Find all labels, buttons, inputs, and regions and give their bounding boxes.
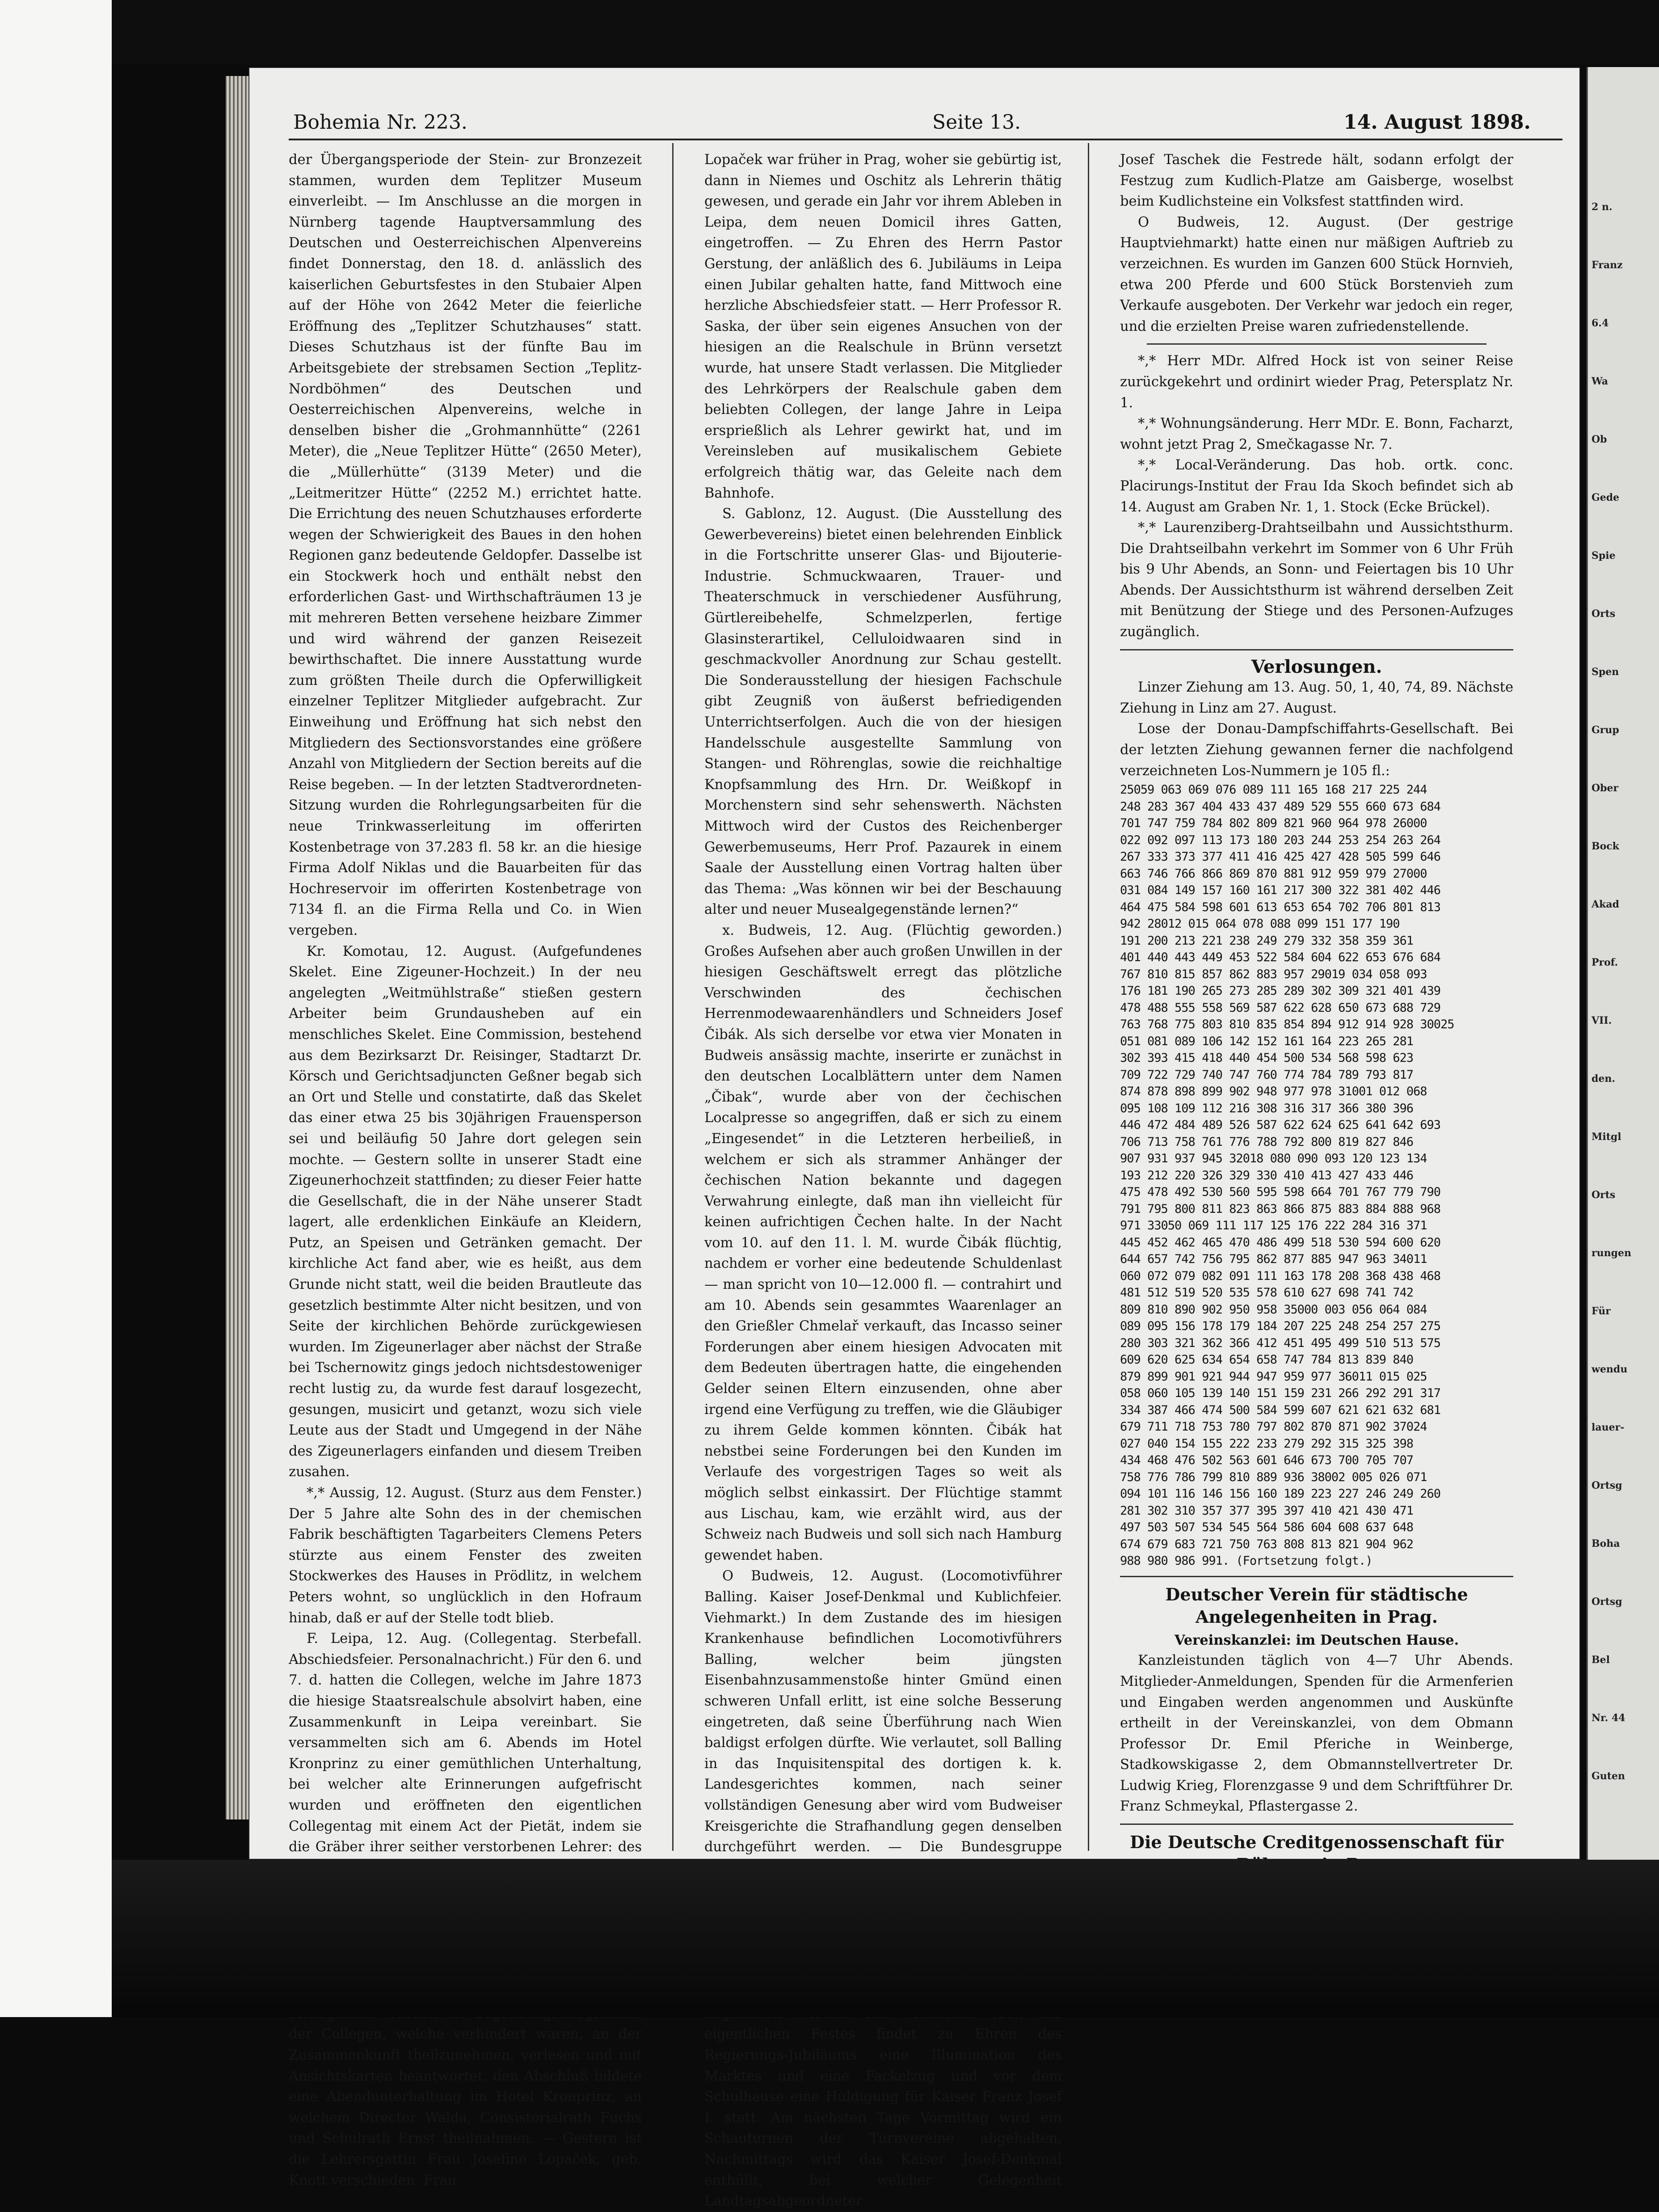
adjacent-page-fragment: Bock — [1592, 840, 1619, 852]
adjacent-page-fragment: Ob — [1592, 434, 1607, 445]
ad-subtitle-verein: Vereinskanzlei: im Deutschen Hause. — [1174, 1632, 1459, 1648]
adjacent-page-fragment: 6.4 — [1592, 317, 1609, 329]
adjacent-page-fragment: den. — [1592, 1073, 1616, 1085]
header-page-number: Seite 13. — [932, 111, 1021, 134]
adjacent-page-fragment: wendu — [1592, 1364, 1628, 1375]
article-komotau: Kr. Komotau, 12. August. (Aufgefundenes Skelet. Eine Zigeuner-Hochzeit.) In der neu angelegten „Weitmühlstraße“ stießen gestern Arbeiter beim Grundausheben auf ein menschliches Skelet. Eine Commission, bestehend aus dem Bezirksarzt Dr. Reisinger, Stadtarzt Dr. Körsch und Gerichtsadjuncten Geßner begab sich an Ort und Stelle und constatirte, daß das Skelet das einer etwa 25 bis 30jährigen Frauensperson sei und beiläufig 50 Jahre dort gelegen sein mochte. — Gestern sollte in unserer Stadt eine Zigeunerhochzeit stattfinden; zu dieser Feier hatte die Gesellschaft, die in der Nähe unserer Stadt lagert, alle erdenklichen Einkäufe an Kleidern, Putz, an Speisen und Getränken gemacht. Der kirchliche Act fand aber, wie es heißt, aus dem Grunde nicht statt, weil die beiden Brautleute das gesetzlich bestimmte Alter nicht besitzen, und von Seite der kirchlichen Behörde zurückgewiesen wurden. Im Zigeunerlager aber nächst der Straße bei Tschernowitz gings jedoch nichtsdestoweniger recht lustig zu, da wurde fest darauf losgezecht, gesungen, musicirt und getanzt, wozu sich viele Leute aus der Stadt und Umgegend in der Nähe des Zigeunerlagers einfanden und diesem Treiben zusahen. — [289, 943, 642, 1480]
adjacent-page-fragment: Bel — [1592, 1654, 1610, 1666]
article-leipa: F. Leipa, 12. Aug. (Collegentag. Sterbefall. Abschiedsfeier. Personalnachricht.) Für den 6. und 7. d. hatten die Collegen, welche im Jahre 1873 die hiesige Staatsrealschule absolvirt haben, eine Zusammenkunft in Leipa vereinbart. Sie versammelten sich am 6. Abends im Hotel Kronprinz zu einer gemüthlichen Unterhaltung, bei welcher alte Erinnerungen aufgefrischt wurden und eröffneten den eigentlichen Collegentag mit einem Act der Pietät, indem sie die Gräber ihrer seither verstorbenen Lehrer: des der Collegen, welche verhindert waren, an der Zusammenkunft theilzunehmen, verlesen und mit Ansichtskarten beantwortet, den Abschluß bildete eine Abendunterhaltung im Hotel Kronprinz, an welchem Director Walda, Consistorialrath Fuchs und Schulrath Ernst theilnahmen. — Gestern ist die Lehrersgattin Frau Josefine Lopaček, geb. Knott verschieden. Frau — [289, 1631, 642, 2188]
adjacent-page-fragment: Gede — [1592, 492, 1620, 503]
adjacent-page-fragment: Grup — [1592, 724, 1619, 736]
adjacent-page-fragment: rungen — [1592, 1247, 1631, 1259]
notice-wohnung: *,* Wohnungsänderung. Herr MDr. E. Bonn, Facharzt, wohnt jetzt Prag 2, Smečkagasse Nr. 7. — [1120, 416, 1513, 452]
section-title-verlosungen: Verlosungen. — [1251, 656, 1382, 677]
separator — [1120, 1576, 1513, 1577]
newspaper-page — [248, 67, 1580, 2209]
article-aussig: *,* Aussig, 12. August. (Sturz aus dem Fenster.) Der 5 Jahre alte Sohn des in der chemischen Fabrik beschäftigten Tagarbeiters Clemens Peters stürzte aus einem Fenster des zweiten Stockwerkes des Hauses in Prödlitz, in welchem Peters wohnt, so unglücklich in den Hofraum hinab, daß er auf der Stelle todt blieb. — [289, 1485, 642, 1626]
adjacent-page-fragment: Wa — [1592, 376, 1608, 387]
ad-title-verein: Deutscher Verein für städtische Angelegenheiten in Prag. — [1165, 1584, 1468, 1627]
adjacent-page-fragment: Guten — [1592, 1770, 1625, 1782]
separator — [1147, 343, 1486, 345]
scanner-margin-left — [0, 0, 112, 2017]
header-publication: Bohemia Nr. 223. — [293, 111, 467, 134]
column-divider-2 — [1088, 143, 1089, 1851]
article-text: Josef Taschek die Festrede hält, sodann erfolgt der Festzug zum Kudlich-Platze am Gaisberge, woselbst beim Kudlichsteine ein Volksfest stattfinden wird. — [1120, 152, 1513, 210]
column-3 — [1120, 150, 1513, 1961]
adjacent-page-fragment: Orts — [1592, 608, 1616, 620]
ad-body-verein: Kanzleistunden täglich von 4—7 Uhr Abends. Mitglieder-Anmeldungen, Spenden für die Armenferien und Eingaben werden angenommen und Auskünfte ertheilt in der Vereinskanzlei, von dem Obmann Professor Dr. Emil Pferiche in Weinberge, Stadkowskigasse 2, dem Obmannstellvertreter Dr. Ludwig Krieg, Florenzgasse 9 und dem Schriftführer Dr. Franz Schmeykal, Pflastergasse 2. — [1120, 1653, 1513, 1815]
adjacent-page-fragment: Ortsg — [1592, 1480, 1622, 1491]
notice-laurenziberg: *,* Laurenziberg-Drahtseilbahn und Aussichtsthurm. Die Drahtseilbahn verkehrt im Sommer von 6 Uhr Früh bis 9 Uhr Abends, an Sonn- und Feiertagen bis 10 Uhr Abends. Der Aussichtsthurm ist während derselben Zeit mit Benützung der Stiege und des Personen-Aufzuges zugänglich. — [1120, 520, 1513, 640]
notice-hock: *,* Herr MDr. Alfred Hock ist von seiner Reise zurückgekehrt und ordinirt wieder Prag, Petersplatz Nr. 1. — [1120, 353, 1513, 411]
adjacent-page-fragment: Akad — [1592, 899, 1619, 910]
article-budweis-balling: O Budweis, 12. August. (Locomotivführer Balling. Kaiser Josef-Denkmal und Kublichfeier. Viehmarkt.) In dem Zustande des im hiesigen Krankenhause befindlichen Locomotivführers Balling, welcher beim jüngsten Eisenbahnzusammenstoße hinter Gmünd einen schweren Unfall erlitt, ist eine solche Besserung eingetreten, daß seine Überführung nach Wien baldigst erfolgen dürfte. Wie verlautet, soll Balling in das Inquisitenspital des dortigen k. k. Landesgerichtes kommen, nach seiner vollständigen Genesung aber wird vom Budweiser Kreisgerichte die Strafhandlung gegen denselben durchgeführt werden. — Die Bundesgruppe eigentlichen Festes findet zu Ehren des Regierungs-Jubiläums eine Illumination des Marktes und eine Fackelzug und vor dem Schulhause eine Huldigung für Kaiser Franz Josef I. statt. Am nächsten Tage Vormittag wird ein Schauturnen der Turnvereine abgehalten, Nachmittags wird das Kaiser Josef-Denkmal enthüllt, bei welcher Gelegenheit Landtagsabgeordneter — [704, 1568, 1062, 2209]
adjacent-page-fragment: Franz — [1592, 259, 1623, 271]
header-rule — [289, 139, 1562, 140]
adjacent-page-fragment: Spie — [1592, 550, 1616, 561]
adjacent-page-fragment: VII. — [1592, 1015, 1612, 1026]
linzer-ziehung: Linzer Ziehung am 13. Aug. 50, 1, 40, 74, 89. Nächste Ziehung in Linz am 27. August. — [1120, 680, 1513, 716]
separator — [1120, 1824, 1513, 1825]
adjacent-page-fragment: Ober — [1592, 782, 1619, 794]
adjacent-page-fragment: Ortsg — [1592, 1596, 1622, 1608]
adjacent-page-fragment: Spen — [1592, 666, 1619, 678]
lottery-numbers: 25059 063 069 076 089 111 165 168 217 225 244 248 283 367 404 433 437 489 529 555 660 673 684 701 747 759 784 802 809 821 960 964 978 26000 022 092 097 113 173 180 203 244 253 254 263 264 267 333 373 377 411 416 425 427 428 505 599 646 663 746 766 866 869 870 881 912 959 979 27000 031 084 149 157 160 161 217 300 322 381 402 446 464 475 584 598 601 613 653 654 702 706 801 813 942 28012 015 064 078 088 099 151 177 190 191 200 213 221 238 249 279 332 358 359 361 401 440 443 449 453 522 584 604 622 653 676 684 767 810 815 857 862 883 957 29019 034 058 093 176 181 190 265 273 285 289 302 309 321 401 439 478 488 555 558 569 587 622 628 650 673 688 729 763 768 775 803 810 835 854 894 912 914 928 30025 051 081 089 106 142 152 161 164 223 265 281 302 393 415 418 440 454 500 534 568 598 623 709 722 729 740 747 760 774 784 789 793 817 874 878 898 899 902 948 977 978 31001 012 068 095 108 109 112 216 308 316 317 366 380 396 446 472 484 489 526 587 622 624 625 641 642 693 706 713 758 761 776 788 792 800 819 827 846 907 931 937 945 32018 080 090 093 120 123 134 193 212 220 326 329 330 410 413 427 433 446 475 478 492 530 560 595 598 664 701 767 779 790 791 795 800 811 823 863 866 875 883 884 888 968 971 33050 069 111 117 125 176 222 284 316 371 445 452 462 465 470 486 499 518 530 594 600 620 644 657 742 756 795 862 877 885 947 963 34011 060 072 079 082 091 111 163 178 208 368 438 468 481 512 519 520 535 578 610 627 698 741 742 809 810 890 902 950 958 35000 003 056 064 084 089 095 156 178 179 184 207 225 248 254 257 275 280 303 321 362 366 412 451 495 499 510 513 575 609 620 625 634 654 658 747 784 813 839 840 879 899 901 921 944 947 959 977 36011 015 025 058 060 105 139 140 151 159 231 266 292 291 317 334 387 466 474 500 584 599 607 621 621 632 681 679 711 718 753 780 797 802 870 871 902 37024 027 040 154 155 222 233 279 292 315 325 398 434 468 476 502 563 601 646 673 700 705 707 758 776 786 799 810 889 936 38002 005 026 071 094 101 116 146 156 160 189 223 227 246 249 260 281 302 310 357 377 395 397 410 421 430 471 497 503 507 534 545 564 586 604 608 637 648 674 679 683 721 750 763 808 813 821 904 962 988 980 986 991. (Fortsetzung folgt.) — [1120, 783, 1454, 1568]
adjacent-page-fragment: 2 n. — [1592, 201, 1613, 213]
header-date: 14. August 1898. — [1343, 111, 1531, 134]
book-spine-edge — [226, 76, 250, 1819]
scanner-margin-top — [112, 0, 1659, 65]
adjacent-page-fragment: Boha — [1592, 1538, 1620, 1549]
article-text: Lopaček war früher in Prag, woher sie gebürtig ist, dann in Niemes und Oschitz als Lehrerin thätig gewesen, und gerade ein Jahr vor ihrem Ableben in Leipa, dem neuen Domicil ihres Gatten, eingetroffen. — Zu Ehren des Herrn Pastor Gerstung, der anläßlich des 6. Jubiläums in Leipa einen Jubilar gehalten hatte, fand Mittwoch eine herzliche Abschiedsfeier statt. — Herr Professor R. Saska, der über sein eigenes Ansuchen von der hiesigen an die Realschule in Brünn versetzt wurde, hat unsere Stadt verlassen. Die Mitglieder des Lehrkörpers der Realschule gaben dem beliebten Collegen, der lange Jahre in Leipa ersprießlich als Lehrer gewirkt hat, und im Vereinsleben auf musikalischem Gebiete erfolgreich thätig war, das Geleite nach dem Bahnhofe. — [704, 152, 1062, 501]
article-viehmarkt: O Budweis, 12. August. (Der gestrige Hauptviehmarkt) hatte einen nur mäßigen Auftrieb zu verzeichnen. Es wurden im Ganzen 600 Stück Hornvieh, etwa 200 Pferde und 600 Stück Borstenvieh zum Verkaufe ausgeboten. Der Verkehr war jedoch ein reger, und die erzielten Preise waren zufriedenstellende. — [1120, 214, 1513, 334]
separator — [1120, 649, 1513, 650]
column-divider-1 — [672, 143, 674, 1851]
ad-title-creditgenossenschaft: Die Deutsche Creditgenossenschaft für — [1130, 1832, 1503, 1853]
adjacent-page-fragment: lauer- — [1592, 1422, 1625, 1433]
article-gablonz: S. Gablonz, 12. August. (Die Ausstellung des Gewerbevereins) bietet einen belehrenden Einblick in die Fortschritte unserer Glas- und Bijouterie-Industrie. Schmuckwaaren, Trauer- und Theaterschmuck in verschiedener Ausführung, Gürtlereibehelfe, Schmelzperlen, fertige Glasinsterartikel, Celluloidwaaren sind in geschmackvoller Anordnung zur Schau gestellt. Die Sonderausstellung der hiesigen Fachschule gibt Zeugniß von äußerst befriedigenden Unterrichtserfolgen. Auch die von der hiesigen Handelsschule ausgestellte Sammlung von Stangen- und Röhrenglas, sowie die reichhaltige Knopfsammlung des Hrn. Dr. Weißkopf in Morchenstern sind sehr sehenswerth. Nächsten Mittwoch wird der Custos des Reichenberger Gewerbemuseums, Herr Prof. Pazaurek in einem Saale der Ausstellung einen Vortrag halten über das Thema: „Was können wir bei der Beschauung alter und neuer Musealgegenstände lernen?“ — [704, 506, 1062, 918]
adjacent-page-fragment: Prof. — [1592, 957, 1618, 968]
adjacent-page-fragment: Mitgl — [1592, 1131, 1621, 1143]
notice-local: *,* Local-Veränderung. Das hob. ortk. conc. Placirungs-Institut der Frau Ida Skoch befindet sich ab 14. August am Graben Nr. 1, 1. Stock (Ecke Brückel). — [1120, 457, 1513, 515]
adjacent-page-fragment: Für — [1592, 1305, 1611, 1317]
article-budweis-fluechtig: x. Budweis, 12. Aug. (Flüchtig geworden.) Großes Aufsehen aber auch großen Unwillen in der hiesigen Geschäftswelt erregt das plötzliche Verschwinden des čechischen Herrenmodewaarenhändlers und Schneiders Josef Čibák. Als sich derselbe vor etwa vier Monaten in Budweis ansässig machte, inserirte er zunächst in den deutschen Localblättern unter dem Namen „Čibak“, wurde aber von der čechischen Localpresse so angegriffen, daß er sich zu einem „Eingesendet“ in die Letzteren herbeiließ, in welchem er sich als strammer Anhänger der čechischen Nation bekannte und dagegen Verwahrung einlegte, daß man ihn vielleicht für keinen aufrichtigen Čechen halte. In der Nacht vom 10. auf den 11. l. M. wurde Čibák flüchtig, nachdem er vorher eine bedeutende Schuldenlast — man spricht von 10—12.000 fl. — contrahirt und am 10. Abends sein gesammtes Waarenlager an den Grießler Chmelař verkauft, das Incasso seiner Forderungen aber einem hiesigen Advocaten mit dem Bedeuten übertragen hatte, die eingehenden Gelder seinen Eltern einzusenden, ohne aber irgend eine Verfügung zu treffen, wie die Gläubiger zu ihrem Gelde kommen könnten. Čibák hat nebstbei seine Forderungen bei den Kunden im Verlaufe des vorgestrigen Tages so weit als möglich selbst einkassirt. Der Flüchtige stammt aus Lischau, kam, wie erzählt wird, aus der Schweiz nach Budweis und soll sich nach Hamburg gewendet haben. — [704, 922, 1062, 1563]
adjacent-page-fragment: Nr. 44 — [1592, 1712, 1625, 1724]
page-header — [248, 111, 1580, 138]
adjacent-page-fragment: Orts — [1592, 1189, 1616, 1201]
scanner-margin-bottom — [112, 1860, 1659, 2017]
donau-lose: Lose der Donau-Dampfschiffahrts-Gesellschaft. Bei der letzten Ziehung gewannen ferner die nachfolgend verzeichneten Los-Nummern je 105 fl.: — [1120, 721, 1513, 779]
article-text: der Übergangsperiode der Stein- zur Bronzezeit stammen, wurden dem Teplitzer Museum einverleibt. — Im Anschlusse an die morgen in Nürnberg tagende Hauptversammlung des Deutschen und Oesterreichischen Alpenvereins findet Donnerstag, den 18. d. anlässlich des kaiserlichen Geburtsfestes in den Stubaier Alpen auf der Höhe von 2642 Meter die feierliche Eröffnung des „Teplitzer Schutzhauses“ statt. Dieses Schutzhaus ist der fünfte Bau im Arbeitsgebiete der strebsamen Section „Teplitz-Nordböhmen“ des Deutschen und Oesterreichischen Alpenvereins, welche in denselben bisher die „Grohmannhütte“ (2261 Meter), die „Neue Teplitzer Hütte“ (2650 Meter), die „Müllerhütte“ (3139 Meter) und die „Leitmeritzer Hütte“ (2252 M.) errichtet hatte. Die Errichtung des neuen Schutzhauses erforderte wegen der Schwierigkeit des Baues in den hohen Regionen ganz bedeutende Geldopfer. Dasselbe ist ein Stockwerk hoch und enthält nebst den erforderlichen Gast- und Wirthschafträumen 13 je mit mehreren Betten versehene heizbare Zimmer und wird während der ganzen Reisezeit bewirthschaftet. Die innere Ausstattung wurde zum größten Theile durch die Opferwilligkeit einzelner Teplitzer Mitglieder aufgebracht. Zur Einweihung und Eröffnung hat sich nebst den Mitgliedern des Sectionsvorstandes eine größere Anzahl von Mitgliedern der Section bereits auf die Reise begeben. — In der letzten Stadtverordneten-Sitzung wurden die Rohrlegungsarbeiten für die neue Trinkwasserleitung im offerirten Kostenbetrage von 37.283 fl. 58 kr. an die hiesige Firma Adolf Niklas und die Bauarbeiten für das Hochreservoir im offerirten Kostenbetrage von 7134 fl. an die Firma Rella und Co. in Wien vergeben. — [289, 152, 642, 938]
adjacent-page-strip — [1587, 67, 1659, 1860]
